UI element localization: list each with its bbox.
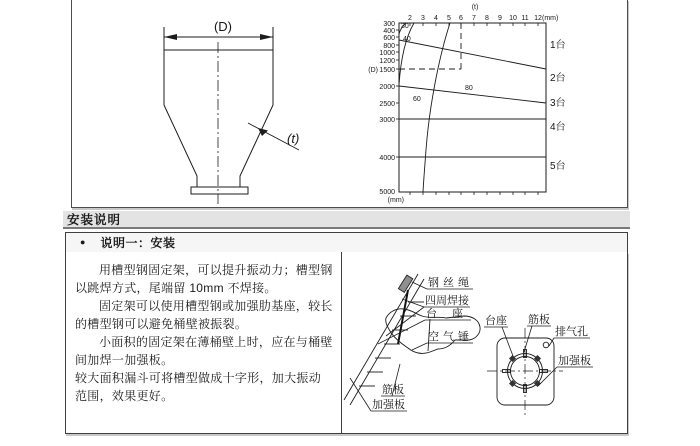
svg-text:4000: 4000 xyxy=(379,155,395,162)
hopper-diameter-label: (D) xyxy=(213,19,233,34)
label-reinforcing-plate-side: 加强板 xyxy=(372,399,405,411)
svg-text:2000: 2000 xyxy=(379,84,395,91)
region-label-2: 2台 xyxy=(550,73,566,84)
label-rib-plate-side: 筋板 xyxy=(382,384,404,396)
curve-label-80: 80 xyxy=(465,85,473,92)
hopper-drawing xyxy=(164,27,299,204)
chart-x-axis-unit: (mm) xyxy=(542,15,559,22)
svg-text:5000: 5000 xyxy=(379,189,395,196)
curve-label-40: 40 xyxy=(403,36,411,43)
instruction-paragraph: 较大面积漏斗可将槽型做成十字形，加大振动范围，效果更好。 xyxy=(75,371,322,403)
chart-y-axis-name: (D) xyxy=(368,67,378,74)
svg-text:11: 11 xyxy=(521,15,529,22)
chart-x-axis-name: (t) xyxy=(471,4,479,11)
chart-model-curves xyxy=(399,23,450,192)
plan-view-drawing xyxy=(487,328,563,415)
chart-count-boundaries xyxy=(399,40,546,157)
svg-text:600: 600 xyxy=(383,35,395,42)
svg-text:7: 7 xyxy=(472,15,476,22)
top-figure-box xyxy=(71,0,628,208)
svg-text:1500: 1500 xyxy=(379,67,395,74)
curve-label-60: 60 xyxy=(413,96,421,103)
region-label-5: 5台 xyxy=(550,161,566,172)
section-header-bar xyxy=(63,211,630,229)
label-wire-rope: 钢丝绳 xyxy=(428,277,473,289)
svg-text:8: 8 xyxy=(485,15,489,22)
svg-text:10: 10 xyxy=(509,15,517,22)
region-label-4: 4台 xyxy=(550,122,566,133)
label-vent-hole: 排气孔 xyxy=(555,326,588,338)
instruction-paragraph: 固定架可以使用槽型钢或加强肋基座，较长的槽型钢可以避免桶壁被振裂。 xyxy=(75,299,333,331)
chart-y-axis-unit: (mm) xyxy=(387,197,404,204)
instruction-paragraph: 小面积的固定架在薄桶壁上时，应在与桶壁间加焊一加强板。 xyxy=(75,335,333,367)
dimension-line xyxy=(164,34,273,40)
note-title: 说明一：安装 xyxy=(100,236,176,250)
label-pedestal-side: 台座 xyxy=(426,308,478,320)
installation-diagram-panel xyxy=(341,252,628,434)
section-header-text: 安装说明 xyxy=(67,213,122,227)
svg-text:1200: 1200 xyxy=(379,58,395,65)
instructions-panel xyxy=(65,252,342,434)
label-rib-plate-plan: 筋板 xyxy=(528,314,550,326)
label-reinforcing-plate-plan: 加强板 xyxy=(558,355,591,367)
instruction-paragraph: 用槽型钢固定架，可以提升振动力；槽型钢以跳焊方式，尾端留 10mm 不焊接。 xyxy=(75,263,333,295)
svg-text:400: 400 xyxy=(383,28,395,35)
hopper-outline xyxy=(164,50,273,194)
svg-text:5: 5 xyxy=(447,15,451,22)
chart-plot-frame xyxy=(399,23,546,192)
selection-chart xyxy=(368,4,565,204)
svg-text:1000: 1000 xyxy=(379,50,395,57)
wire-rope xyxy=(398,290,408,344)
label-air-hammer: 空气锤 xyxy=(428,331,473,343)
bullet-icon: ● xyxy=(80,237,86,247)
chart-x-tickmarks xyxy=(410,23,538,195)
svg-text:800: 800 xyxy=(383,43,395,50)
svg-text:12: 12 xyxy=(534,15,542,22)
svg-text:300: 300 xyxy=(383,21,395,28)
region-label-3: 3台 xyxy=(550,98,566,109)
svg-text:2: 2 xyxy=(408,15,412,22)
vent-hole xyxy=(543,342,549,348)
svg-text:3000: 3000 xyxy=(379,117,395,124)
svg-text:9: 9 xyxy=(498,15,502,22)
svg-text:2500: 2500 xyxy=(379,101,395,108)
chart-x-ticklabels xyxy=(408,15,542,22)
svg-text:6: 6 xyxy=(459,15,463,22)
rope-clamp xyxy=(398,275,412,292)
svg-text:3: 3 xyxy=(421,15,425,22)
label-weld-all-around: 四周焊接 xyxy=(425,295,469,307)
chart-y-ticklabels xyxy=(379,21,395,196)
label-pedestal-plan: 台座 xyxy=(485,315,507,327)
curve-label-30: 30 xyxy=(401,23,409,30)
installation-diagram-svg xyxy=(342,252,627,432)
svg-text:4: 4 xyxy=(434,15,438,22)
top-figure-svg xyxy=(72,0,627,207)
hopper-thickness-label: (t) xyxy=(287,131,300,146)
note-title-row xyxy=(65,232,628,253)
region-label-1: 1台 xyxy=(550,40,566,51)
